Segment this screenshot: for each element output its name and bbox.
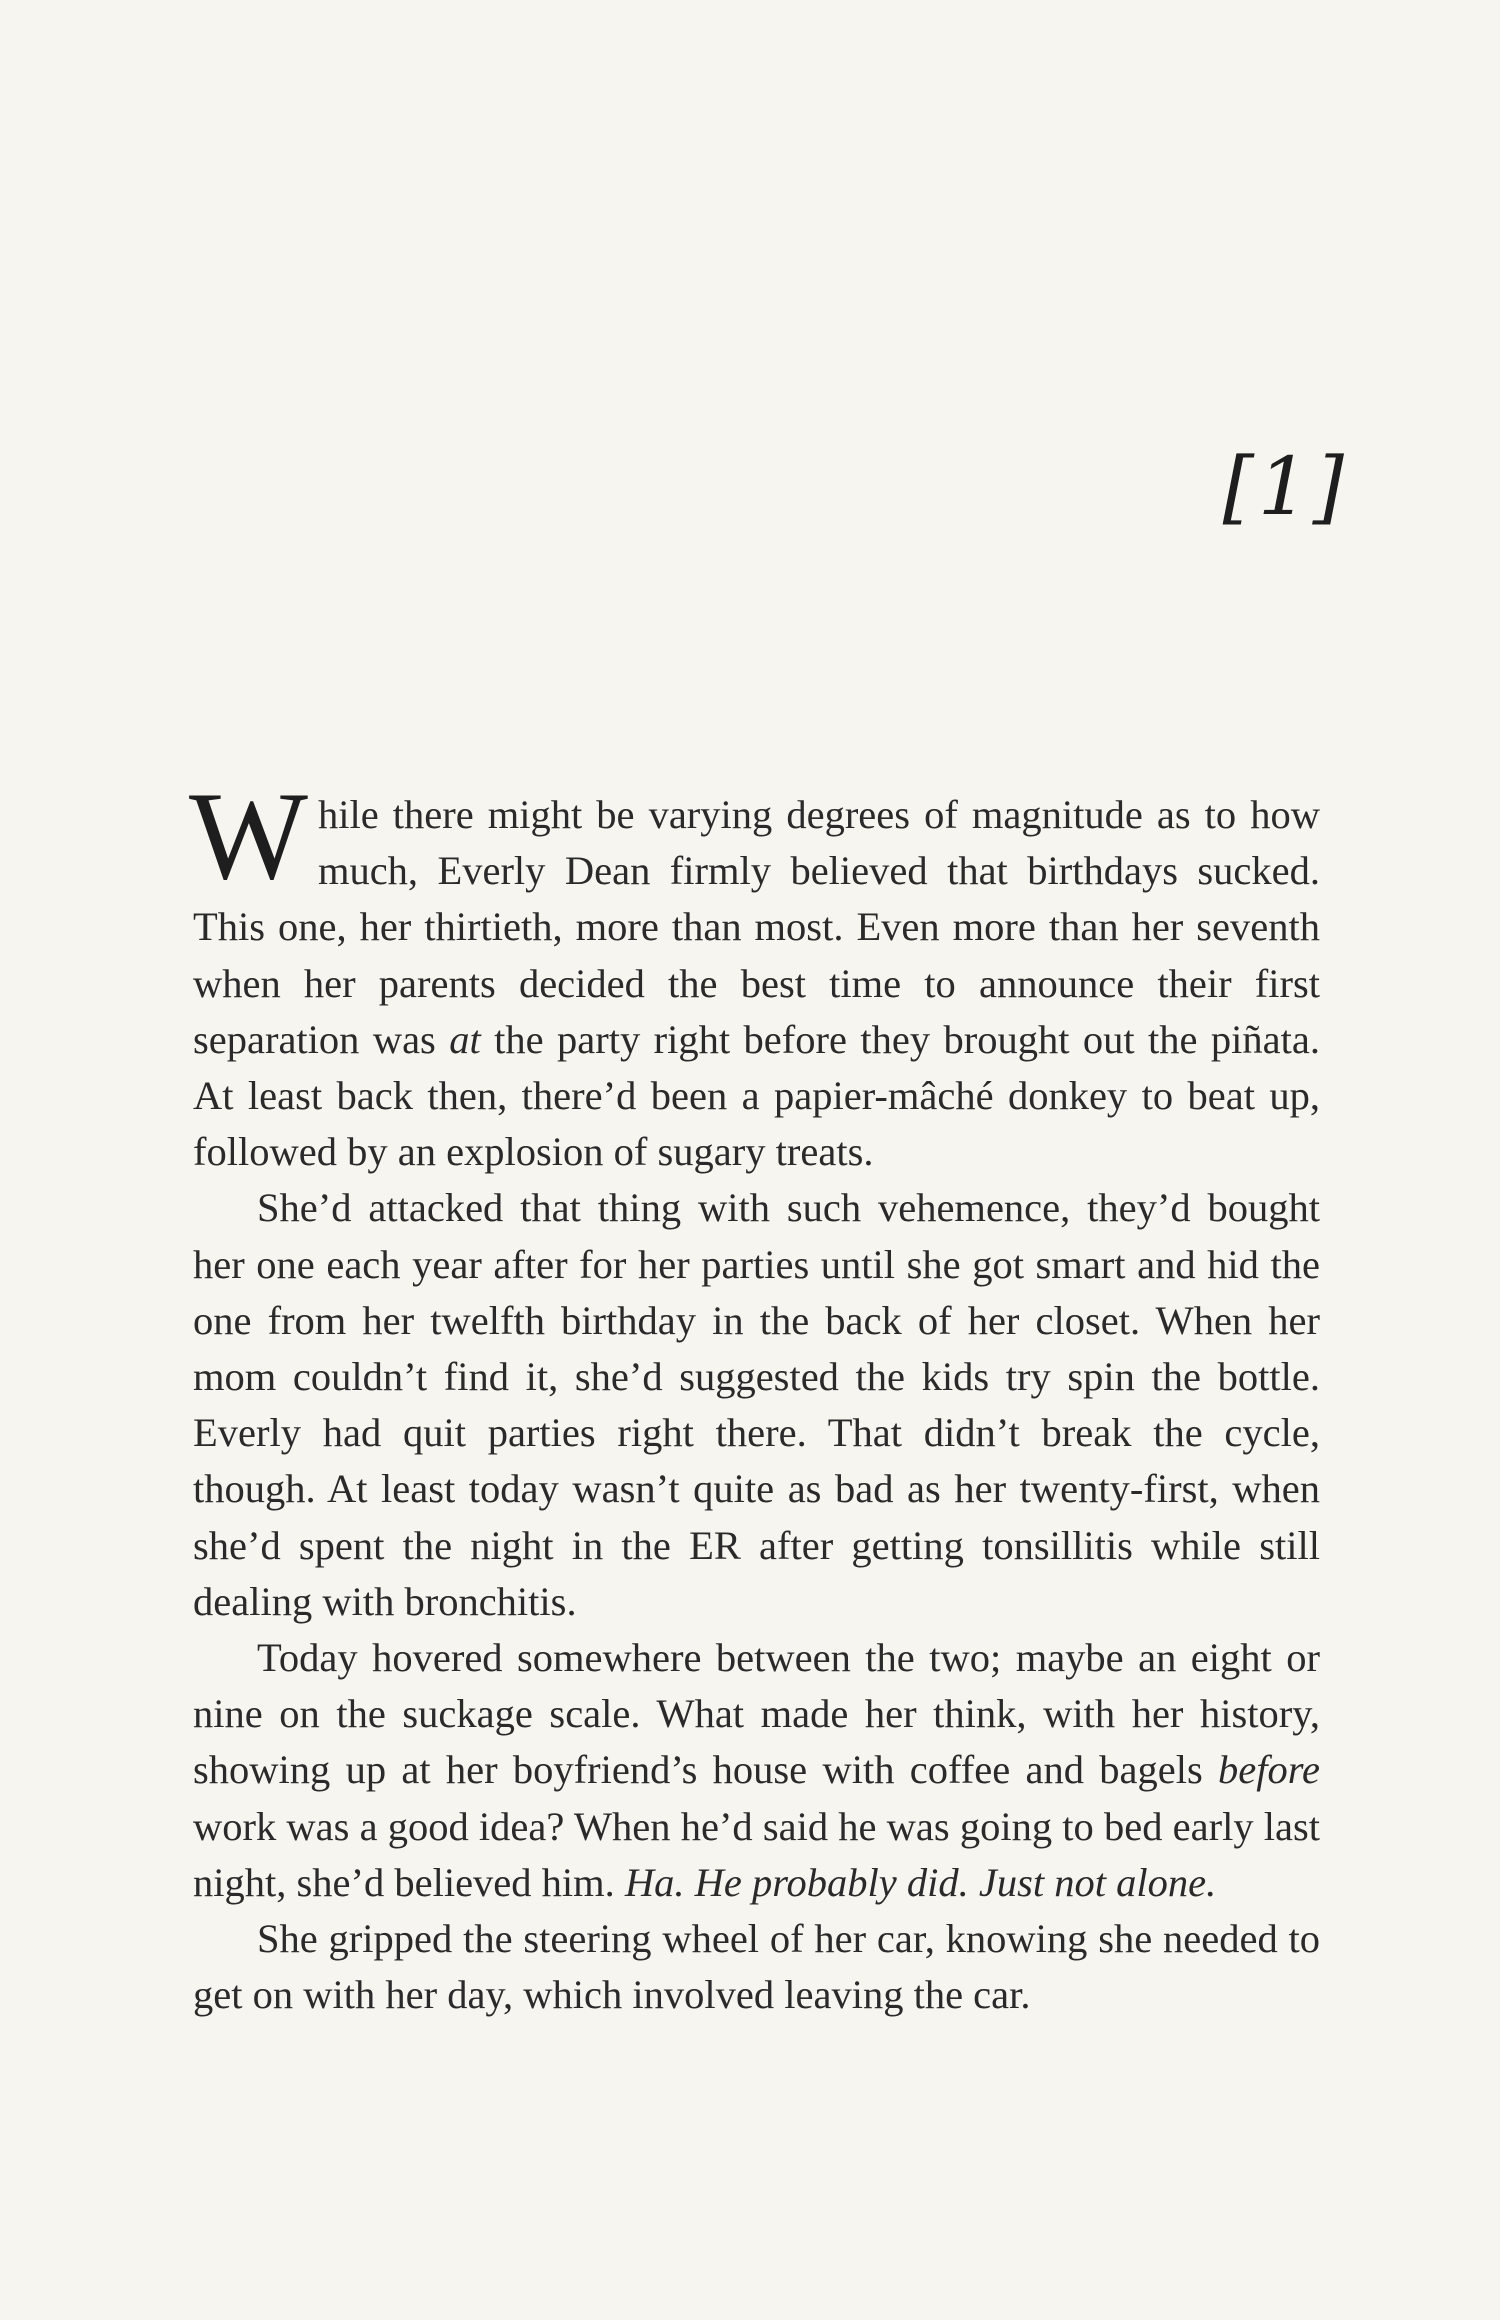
paragraph-2: She’d attacked that thing with such vehemence, they’d bought her one each year after for her parties until she got smart and hid the one from her twelfth birthday in the back of her closet. When her mom couldn’t find it, she’d suggested the kids try spin the bottle. Everly had quit parties right there. That didn’t break the cycle, though. At least today wasn’t quite as bad as her twenty-first, when she’d spent the night in the ER after getting tonsillitis while still dealing with bronchitis. [193, 1185, 1320, 1624]
paragraph-3-emphasis-before: before [1218, 1747, 1320, 1793]
paragraph-1-emphasis: at [449, 1016, 481, 1062]
paragraph-1 [189, 767, 1320, 1180]
paragraph-3-text-a: Today hovered somewhere between the two; maybe an eight or nine on the suckage scale. What made her think, with her history, showing up at her boyfriend’s house with coffee and bagels [193, 1635, 1320, 1793]
drop-cap: W [189, 767, 308, 906]
chapter-number: [1] [1222, 440, 1348, 533]
paragraph-3-text-b: work was a good idea? When he’d said he was going to bed early last night, she’d believed him. [193, 1803, 1320, 1905]
paragraph-3-emphasis-thought: Ha. He probably did. Just not alone. [624, 1859, 1217, 1905]
paragraph-1-text-a: hile there might be varying degrees of magnitude as to how much, Everly Dean firmly believed that birthdays sucked. This one, her thirtieth, more than most. Even more than her seventh when her parents decided the best time to announce their first separation was [193, 792, 1320, 1062]
chapter-body [189, 767, 1320, 2023]
paragraph-4: She gripped the steering wheel of her car, knowing she needed to get on with her day, which involved leaving the car. [193, 1916, 1320, 2018]
paragraph-1-text-b: the party right before they brought out the piñata. At least back then, there’d been a papier-mâché donkey to beat up, followed by an explosion of sugary treats. [193, 1016, 1320, 1175]
paragraph-3 [193, 1630, 1320, 1911]
